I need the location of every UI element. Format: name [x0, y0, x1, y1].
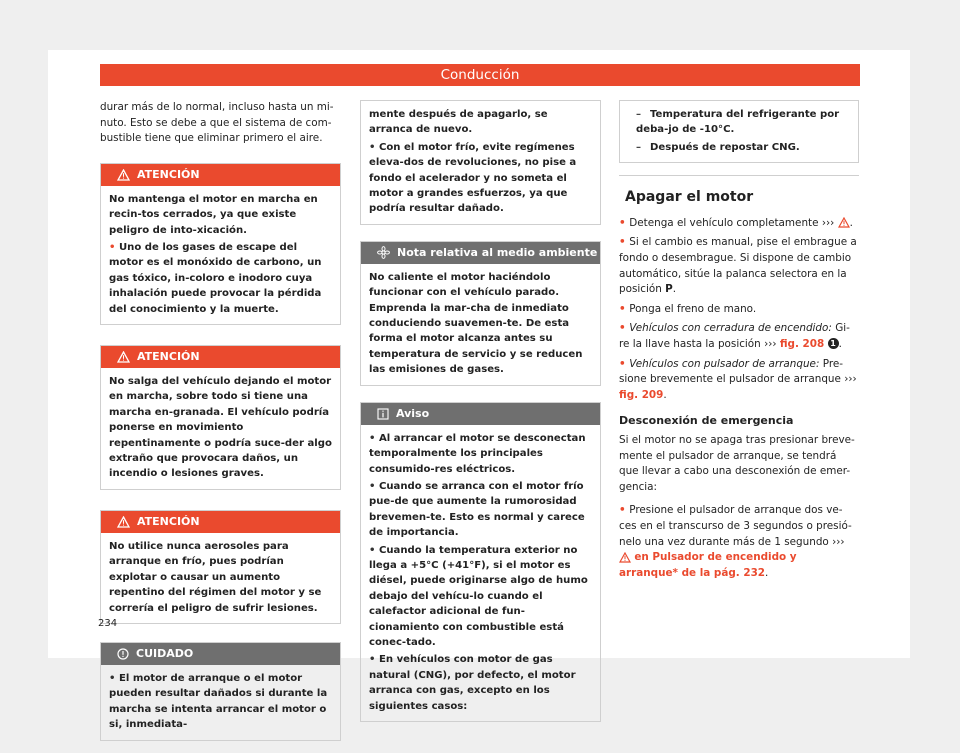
- warning-body: [101, 368, 340, 489]
- step-text: Si el cambio es manual, pise el embrague a fondo o desembrague. Si dispone de cambio automático, sitúe la palanca selectora en la posición: [619, 236, 857, 296]
- bullet-icon: •: [369, 480, 379, 492]
- intro-text: durar más de lo normal, incluso hasta un mi-nuto. Esto se debe a que el sistema de com-bustible tiene que eliminar primero el aire.: [100, 101, 334, 145]
- warning-triangle-icon: [117, 516, 130, 528]
- warning-text: No utilice nunca aerosoles para arranque en frío, pues podrían explotar o causar un aumento repentino del régimen del motor y se correría el peligro de sufrir lesiones.: [109, 540, 322, 614]
- figure-link-208[interactable]: fig. 208: [779, 337, 825, 350]
- dash-item: – Después de repostar CNG.: [636, 141, 800, 153]
- column-1: [100, 100, 341, 753]
- step-item: • Ponga el freno de mano.: [619, 302, 757, 315]
- column-3: [619, 100, 859, 581]
- aviso-box-continued: [619, 100, 859, 163]
- step-item: • Vehículos con cerradura de encendido: Gi-re la llave hasta la posición ››› fig. 208 1 .: [619, 322, 850, 350]
- aviso-item: [369, 431, 592, 477]
- caution-bullet-text: El motor de arranque o el motor pueden resultar dañados si durante la marcha se intenta arrancar el motor o si, inmediata-: [109, 672, 328, 731]
- caution-bullet: [109, 671, 332, 733]
- figure-link-209[interactable]: fig. 209: [619, 388, 664, 401]
- aviso-item-text: Cuando la temperatura exterior no llega a +5°C (+41°F), si el motor es diésel, puede originarse algo de humo debajo del vehícu-lo cuando el calefactor adicional de fun-cionamiento con combustible está conec-tado.: [369, 544, 588, 648]
- warning-title: ATENCIÓN: [137, 350, 200, 364]
- aviso-item: [369, 652, 592, 714]
- caution-box: [100, 642, 341, 741]
- aviso-title: Aviso: [396, 406, 430, 420]
- warning-bullet-text: Uno de los gases de escape del motor es el monóxido de carbono, un gas tóxico, in-coloro e inodoro cuya inhalación puede provocar la pérdida del conocimiento y la muerte.: [109, 242, 322, 315]
- warning-body: [101, 533, 340, 623]
- dash-item-text: Temperatura del refrigerante por deba-jo de -10°C.: [636, 109, 840, 136]
- dash-item-text: Después de repostar CNG.: [650, 141, 800, 153]
- cross-ref-arrows: ›››: [764, 337, 777, 350]
- step-italic: Vehículos con pulsador de arranque:: [629, 357, 820, 370]
- warning-body: [101, 186, 340, 324]
- warning-title: ATENCIÓN: [137, 514, 200, 528]
- warning-header: [101, 164, 340, 186]
- warning-triangle-icon[interactable]: [838, 217, 850, 228]
- caution-text: mente después de apagarlo, se arranca de nuevo.: [369, 109, 548, 136]
- environment-box: [360, 241, 601, 386]
- environment-flower-icon: [377, 246, 390, 259]
- environment-title: Nota relativa al medio ambiente: [397, 245, 598, 259]
- caution-box-continued: [360, 100, 601, 225]
- column-2: [360, 100, 601, 734]
- callout-number-badge: 1: [828, 338, 839, 349]
- aviso-box: [360, 402, 601, 722]
- caution-header: [101, 643, 340, 665]
- step-text: Ponga el freno de mano.: [629, 302, 757, 315]
- warning-box-2: [100, 345, 341, 490]
- emergency-step: • Presione el pulsador de arranque dos ve-ces en el transcurso de 3 segundos o presió-nelo una vez durante más de 1 segundo ››› en Pulsador de encendido y arranque* de la pág. 232.: [619, 504, 852, 579]
- emergency-text: Si el motor no se apaga tras presionar breve-mente el pulsador de arranque, se tendrá que llevar a cabo una desconexión de emer-gencia:: [619, 433, 855, 493]
- step-item: • Vehículos con pulsador de arranque: Pre-sione brevemente el pulsador de arranque ››› fig. 209.: [619, 357, 857, 401]
- step-item: • Si el cambio es manual, pise el embrague a fondo o desembrague. Si dispone de cambio automático, sitúe la palanca selectora en la posición P.: [619, 236, 857, 296]
- bullet-icon: •: [109, 672, 119, 684]
- step-text: Detenga el vehículo completamente: [629, 216, 819, 229]
- warning-text: No salga del vehículo dejando el motor en marcha, sobre todo si tiene una marcha en-granada. El vehículo podría ponerse en movimiento repentinamente o podría suce-der algo extraño que provocara daños, un incendio o lesiones graves.: [109, 376, 332, 480]
- aviso-item-text: Cuando se arranca con el motor frío pue-de que aumente la rumorosidad brevemen-te. Esto es normal y carece de importancia.: [369, 480, 585, 539]
- environment-header: [361, 242, 600, 264]
- caution-circle-icon: [117, 648, 129, 660]
- bullet-icon: •: [109, 242, 119, 253]
- info-icon: [377, 408, 389, 420]
- caution-bullet: [369, 140, 592, 217]
- warning-header: [101, 346, 340, 368]
- section-title: Apagar el motor: [625, 189, 754, 206]
- aviso-header: [361, 403, 600, 425]
- step-text: Pre-sione brevemente el pulsador de arranque: [619, 357, 844, 386]
- warning-text: No mantenga el motor en marcha en recin-tos cerrados, ya que existe peligro de into-xicación.: [109, 193, 318, 236]
- aviso-body: [361, 425, 600, 721]
- step-text: Presione el pulsador de arranque dos ve-ces en el transcurso de 3 segundos o presió-nelo una vez durante más de 1 segundo: [619, 504, 852, 548]
- warning-bullet: [109, 240, 332, 317]
- caution-title: CUIDADO: [136, 646, 194, 660]
- environment-text: No caliente el motor haciéndolo funcionar con el vehículo parado. Emprenda la mar-cha de inmediato conduciendo suavemen-te. De esta forma el motor alcanza antes su temperatura de servicio y se reducen las emisiones de gases.: [369, 271, 583, 376]
- caution-body: [361, 101, 600, 224]
- step-text: Gi-re la llave hasta la posición: [619, 322, 850, 350]
- cross-ref-arrows: ›››: [821, 216, 835, 229]
- page-number: 234: [98, 618, 118, 629]
- warning-triangle-icon[interactable]: [619, 552, 631, 563]
- warning-triangle-icon: [117, 351, 130, 363]
- warning-title: ATENCIÓN: [137, 167, 200, 181]
- subsection-title: Desconexión de emergencia: [619, 414, 794, 428]
- bullet-icon: •: [369, 654, 379, 666]
- step-item: • Detenga el vehículo completamente ››› .: [619, 216, 853, 229]
- cross-ref-arrows: ›››: [844, 373, 857, 386]
- aviso-item: [369, 479, 592, 541]
- caution-body: [101, 665, 340, 740]
- position-p: P: [665, 283, 673, 296]
- bullet-icon: •: [369, 141, 379, 153]
- cross-ref-arrows: ›››: [832, 535, 845, 548]
- aviso-item: [369, 543, 592, 651]
- warning-box-1: [100, 163, 341, 325]
- environment-body: [361, 264, 600, 385]
- step-italic: Vehículos con cerradura de encendido:: [629, 322, 832, 335]
- warning-box-3: [100, 510, 341, 624]
- page-header: Conducción: [100, 64, 860, 86]
- caution-bullet-text: Con el motor frío, evite regímenes eleva-dos de revoluciones, no pise a fondo el acelerador y no someta el motor a grandes esfuerzos, ya que podría resultar dañado.: [369, 141, 577, 215]
- warning-header: [101, 511, 340, 533]
- dash-item: – Temperatura del refrigerante por deba-jo de -10°C.: [636, 109, 840, 136]
- aviso-item-text: Al arrancar el motor se desconectan temporalmente los principales consumido-res eléctricos.: [369, 432, 586, 475]
- aviso-body: [620, 101, 858, 162]
- aviso-item-text: En vehículos con motor de gas natural (CNG), por defecto, el motor arranca con gas, excepto en los siguientes casos:: [369, 654, 576, 712]
- bullet-icon: •: [369, 432, 379, 444]
- warning-triangle-icon: [117, 169, 130, 181]
- bullet-icon: •: [369, 544, 379, 556]
- page-reference-link[interactable]: en Pulsador de encendido y arranque* de la pág. 232: [619, 551, 797, 579]
